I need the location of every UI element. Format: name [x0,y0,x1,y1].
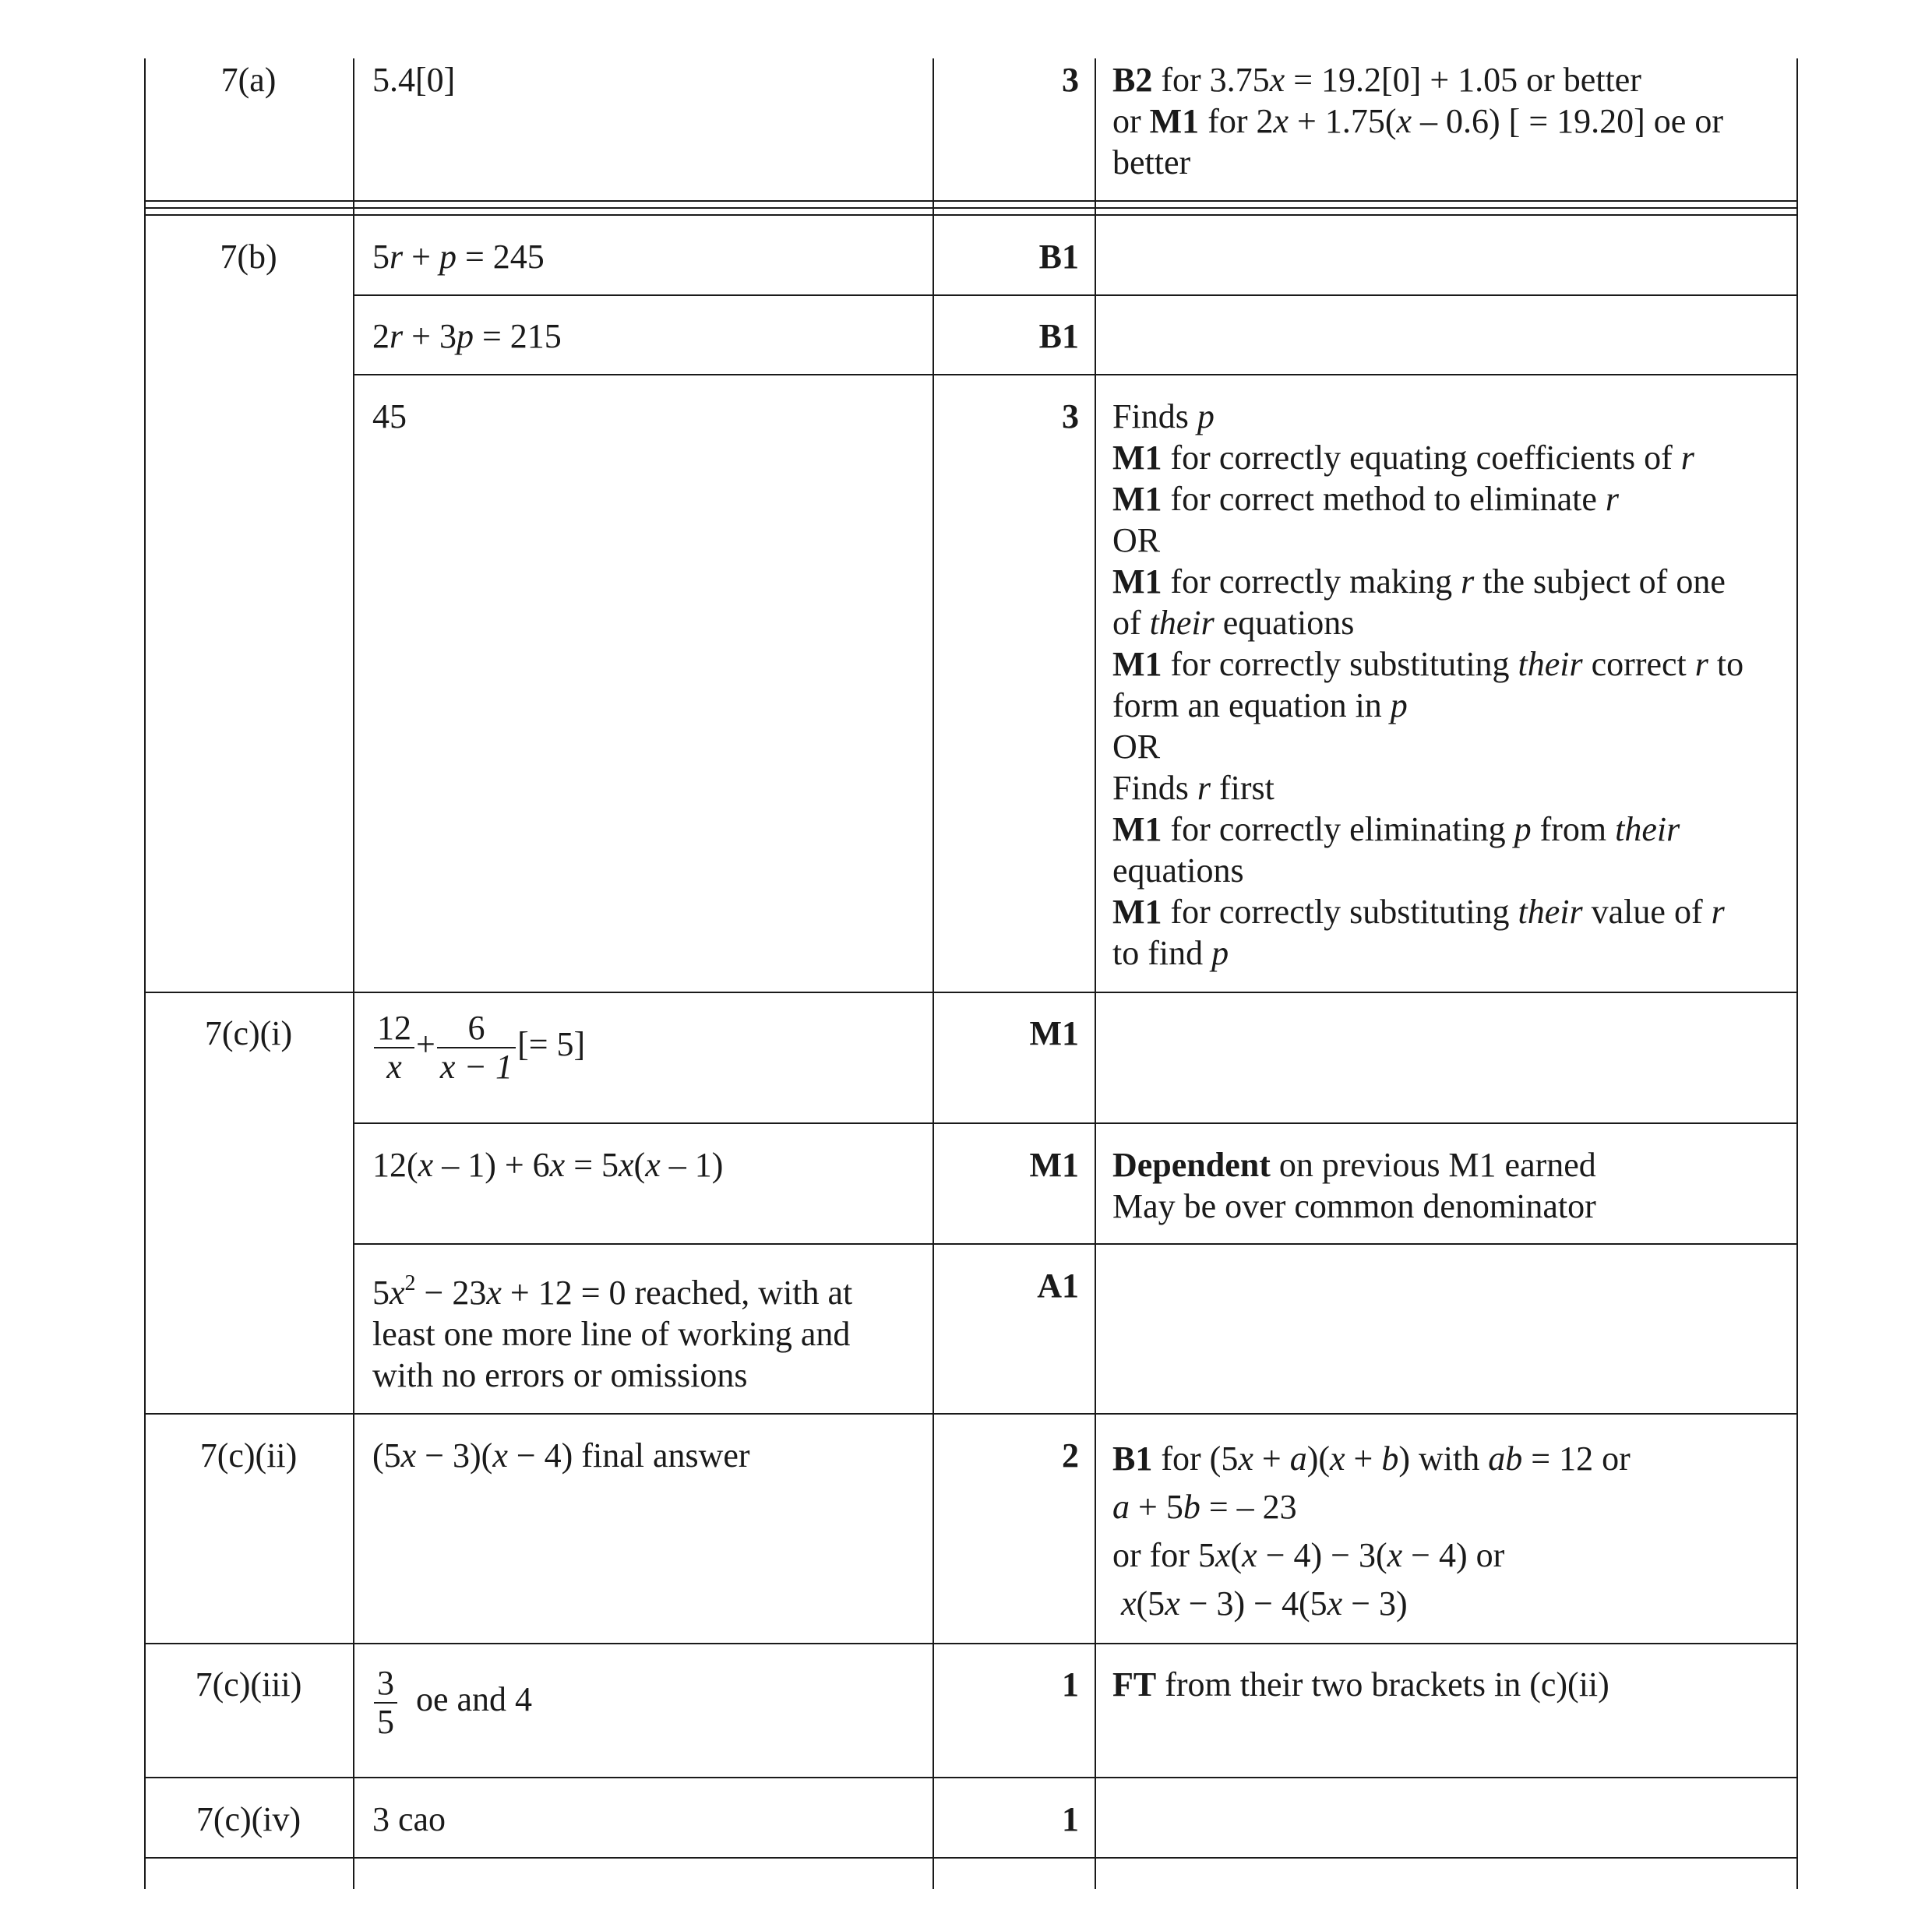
marks: 2 [1062,1436,1079,1475]
row-divider [353,1122,1798,1124]
guidance [1112,396,1743,974]
answer: 12(x – 1) + 6x = 5x(x – 1) [372,1146,724,1184]
marks: 3 [1062,397,1079,435]
fraction: $\frac{3}{5}$ [374,1665,397,1741]
answer: (5x − 3)(x − 4) final answer [372,1436,750,1475]
row-divider [144,1643,1798,1644]
guidance-line: or for 5x(x − 4) − 3(x − 4) or [1112,1536,1505,1574]
answer-line: with no errors or omissions [372,1356,748,1394]
guidance-line: M1 for correctly making r the subject of one [1112,562,1726,601]
answer: 3 cao [372,1800,446,1838]
answer [372,1272,852,1396]
guidance-line: M1 for correctly equating coefficients of r [1112,439,1694,477]
guidance-line: M1 for correct method to eliminate r [1112,480,1619,518]
question-number: 7(c)(i) [204,1014,293,1052]
answer: 45 [372,397,407,435]
guidance-line: M1 for correctly substituting their value of r [1112,893,1725,931]
row-divider [353,1243,1798,1245]
guidance-line: form an equation in p [1112,686,1408,724]
row-divider [144,214,1798,216]
guidance-line: B2 for 3.75x = 19.2[0] + 1.05 or better [1112,61,1641,99]
guidance-line: Dependent on previous M1 earned [1112,1146,1596,1184]
row-divider [144,200,1798,202]
column-divider-guidance [1095,58,1096,1889]
guidance-line: x(5x − 3) − 4(5x − 3) [1121,1584,1408,1623]
guidance-line: M1 for correctly eliminating p from their [1112,810,1680,848]
column-divider-answer [353,58,354,1889]
marks: M1 [1029,1014,1079,1052]
guidance-line: of their equations [1112,604,1355,642]
guidance-line: Finds p [1112,397,1215,435]
guidance: FT from their two brackets in (c)(ii) [1112,1665,1609,1704]
table-border-left [144,58,146,1889]
answer: 5.4[0] [372,61,456,99]
answer: 5r + p = 245 [372,238,545,276]
row-divider [353,374,1798,375]
marks: M1 [1029,1146,1079,1184]
fraction: $\frac{6}{x - 1}$ [437,1010,516,1086]
question-number: 7(c)(iii) [195,1665,302,1704]
fraction: $\frac{12}{x}$ [374,1010,414,1086]
guidance-line: equations [1112,851,1244,890]
row-divider [144,1413,1798,1415]
marks: A1 [1037,1267,1079,1305]
row-divider [353,294,1798,296]
row-divider [144,207,1798,209]
table-border-right [1796,58,1798,1889]
guidance [1112,59,1723,183]
guidance-line: a + 5b = – 23 [1112,1488,1297,1526]
marks: B1 [1038,238,1079,276]
marks: 3 [1062,61,1079,99]
guidance [1112,1435,1631,1628]
row-divider [144,1777,1798,1778]
row-divider [144,992,1798,993]
marks: 1 [1062,1800,1079,1838]
marks: 1 [1062,1665,1079,1704]
guidance-line: better [1112,143,1191,181]
guidance-line: B1 for (5x + a)(x + b) with ab = 12 or [1112,1439,1631,1478]
guidance-line: OR [1112,521,1161,559]
guidance-line: May be over common denominator [1112,1187,1596,1225]
answer-line: least one more line of working and [372,1315,851,1353]
answer-line: $5x^2 - 23x + 12 = 0$ reached, with at [372,1271,853,1312]
guidance-line: to find p [1112,934,1229,972]
guidance [1112,1144,1596,1227]
question-number: 7(a) [220,61,277,99]
marks: B1 [1038,317,1079,355]
guidance-line: or M1 for 2x + 1.75(x – 0.6) [ = 19.20] oe or [1112,102,1723,140]
answer: 2r + 3p = 215 [372,317,562,355]
question-number: 7(c)(ii) [199,1436,298,1475]
row-divider [144,1857,1798,1859]
guidance-line: Finds r first [1112,769,1274,807]
answer-fraction-expression: $\frac{3}{5}$ oe and 4 [372,1665,532,1741]
question-number: 7(c)(iv) [196,1800,301,1838]
answer-fraction-expression: $\frac{12}{x}$ + $\frac{6}{x - 1}$ [= 5] [372,1010,585,1086]
guidance-line: M1 for correctly substituting their correct r to [1112,645,1744,683]
question-number: 7(b) [220,238,277,276]
guidance-line: OR [1112,728,1161,766]
